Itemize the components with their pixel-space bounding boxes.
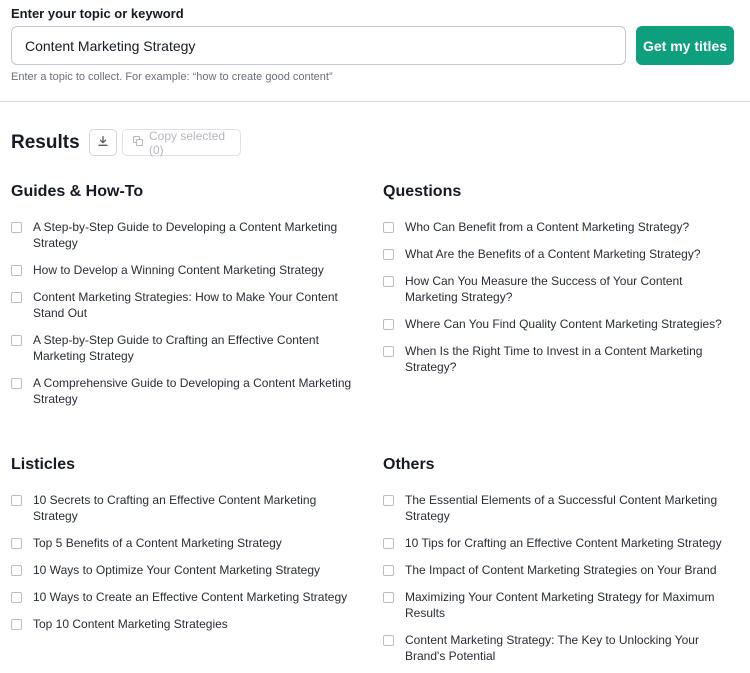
checkbox-icon[interactable] xyxy=(383,276,394,287)
section-listicles xyxy=(11,456,361,643)
list-item[interactable] xyxy=(383,219,733,235)
section-guides xyxy=(11,183,361,418)
list-item[interactable] xyxy=(383,492,733,524)
checkbox-icon[interactable] xyxy=(11,292,22,303)
list-item[interactable] xyxy=(11,375,361,407)
list-item[interactable] xyxy=(11,262,361,278)
checkbox-icon[interactable] xyxy=(383,346,394,357)
results-title: Results xyxy=(11,132,80,153)
checkbox-icon[interactable] xyxy=(383,592,394,603)
download-button[interactable] xyxy=(89,129,117,156)
checkbox-icon[interactable] xyxy=(383,565,394,576)
checkbox-icon[interactable] xyxy=(11,565,22,576)
item-text: How to Develop a Winning Content Marketing Strategy xyxy=(33,263,324,277)
copy-icon xyxy=(132,135,144,150)
copy-selected-button[interactable] xyxy=(122,129,241,156)
list-item[interactable] xyxy=(383,316,733,332)
list-item[interactable] xyxy=(383,273,733,305)
section-title: Guides & How-To xyxy=(11,183,144,200)
item-text: Top 5 Benefits of a Content Marketing Strategy xyxy=(33,536,282,550)
item-text: The Impact of Content Marketing Strategies on Your Brand xyxy=(405,563,717,577)
section-title: Others xyxy=(383,456,435,473)
section-title: Questions xyxy=(383,183,462,200)
checkbox-icon[interactable] xyxy=(383,538,394,549)
checkbox-icon[interactable] xyxy=(11,495,22,506)
item-text: 10 Ways to Create an Effective Content Marketing Strategy xyxy=(33,590,348,604)
checkbox-icon[interactable] xyxy=(11,378,22,389)
checkbox-icon[interactable] xyxy=(383,222,394,233)
list-item[interactable] xyxy=(11,219,361,251)
topic-hint: Enter a topic to collect. For example: “how to create good content” xyxy=(11,71,333,83)
list-item[interactable] xyxy=(11,332,361,364)
download-icon xyxy=(97,135,109,150)
item-text: Where Can You Find Quality Content Marketing Strategies? xyxy=(405,317,722,331)
item-text: Who Can Benefit from a Content Marketing Strategy? xyxy=(405,220,690,234)
title-list xyxy=(11,492,361,632)
topic-label: Enter your topic or keyword xyxy=(11,6,184,21)
item-text: How Can You Measure the Success of Your Content Marketing Strategy? xyxy=(405,274,683,304)
checkbox-icon[interactable] xyxy=(383,495,394,506)
item-text: Content Marketing Strategy: The Key to Unlocking Your Brand's Potential xyxy=(405,633,699,663)
list-item[interactable] xyxy=(11,616,361,632)
item-text: A Step-by-Step Guide to Crafting an Effective Content Marketing Strategy xyxy=(33,333,319,363)
topic-input[interactable] xyxy=(11,26,626,65)
item-text: 10 Tips for Crafting an Effective Content Marketing Strategy xyxy=(405,536,722,550)
list-item[interactable] xyxy=(383,562,733,578)
title-list xyxy=(11,219,361,407)
title-list xyxy=(383,492,733,664)
checkbox-icon[interactable] xyxy=(383,319,394,330)
list-item[interactable] xyxy=(383,535,733,551)
list-item[interactable] xyxy=(383,632,733,664)
checkbox-icon[interactable] xyxy=(383,635,394,646)
list-item[interactable] xyxy=(383,343,733,375)
list-item[interactable] xyxy=(383,589,733,621)
list-item[interactable] xyxy=(11,492,361,524)
list-item[interactable] xyxy=(11,535,361,551)
checkbox-icon[interactable] xyxy=(11,335,22,346)
title-list xyxy=(383,219,733,375)
checkbox-icon[interactable] xyxy=(383,249,394,260)
get-titles-button[interactable]: Get my titles xyxy=(636,26,734,65)
item-text: A Step-by-Step Guide to Developing a Content Marketing Strategy xyxy=(33,220,338,250)
item-text: Content Marketing Strategies: How to Make Your Content Stand Out xyxy=(33,290,338,320)
list-item[interactable] xyxy=(11,562,361,578)
section-questions xyxy=(383,183,733,386)
item-text: Top 10 Content Marketing Strategies xyxy=(33,617,228,631)
item-text: A Comprehensive Guide to Developing a Content Marketing Strategy xyxy=(33,376,352,406)
list-item[interactable] xyxy=(11,589,361,605)
list-item[interactable] xyxy=(383,246,733,262)
checkbox-icon[interactable] xyxy=(11,619,22,630)
item-text: What Are the Benefits of a Content Marketing Strategy? xyxy=(405,247,701,261)
item-text: 10 Ways to Optimize Your Content Marketing Strategy xyxy=(33,563,321,577)
copy-selected-label: Copy selected (0) xyxy=(149,128,226,157)
checkbox-icon[interactable] xyxy=(11,538,22,549)
item-text: Maximizing Your Content Marketing Strategy for Maximum Results xyxy=(405,590,715,620)
item-text: When Is the Right Time to Invest in a Content Marketing Strategy? xyxy=(405,344,703,374)
checkbox-icon[interactable] xyxy=(11,265,22,276)
list-item[interactable] xyxy=(11,289,361,321)
section-title: Listicles xyxy=(11,456,76,473)
divider xyxy=(0,101,750,102)
checkbox-icon[interactable] xyxy=(11,592,22,603)
item-text: The Essential Elements of a Successful Content Marketing Strategy xyxy=(405,493,718,523)
item-text: 10 Secrets to Crafting an Effective Content Marketing Strategy xyxy=(33,493,317,523)
checkbox-icon[interactable] xyxy=(11,222,22,233)
section-others xyxy=(383,456,733,673)
